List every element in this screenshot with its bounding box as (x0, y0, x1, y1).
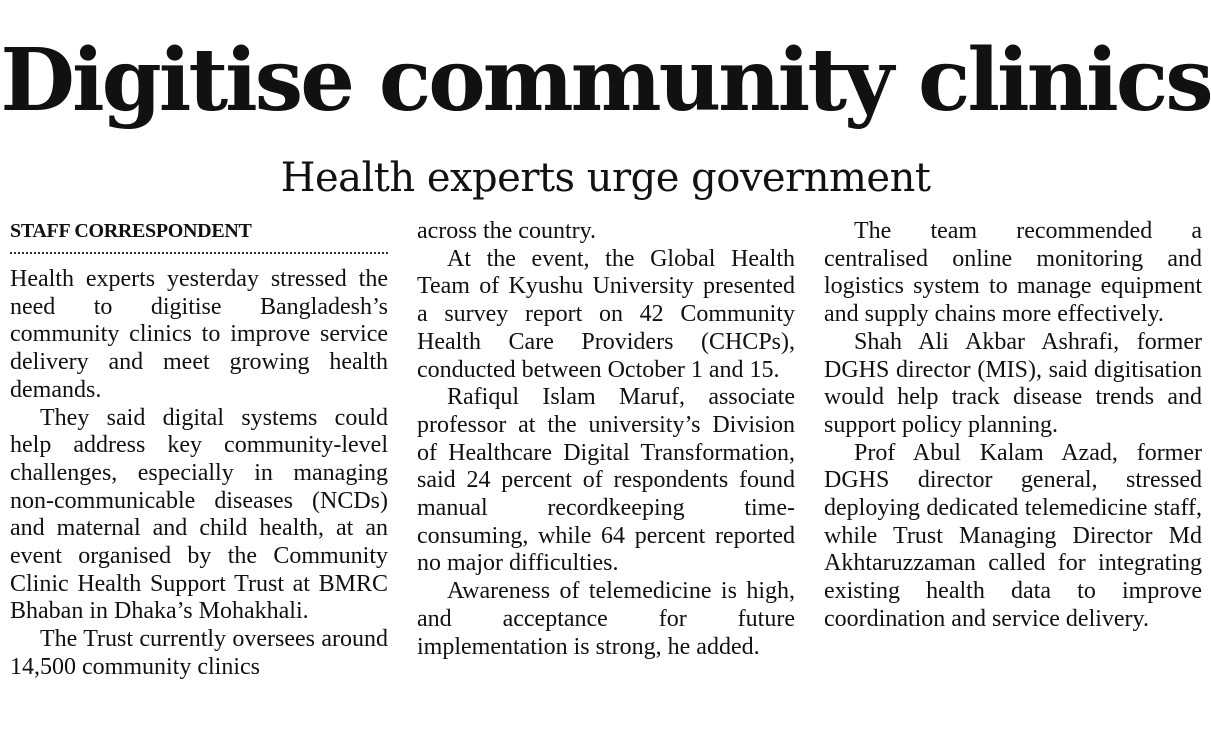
subheadline: Health experts urge government (280, 155, 931, 201)
paragraph: Health experts yesterday stressed the need to digitise Bangladesh’s community clinics to improve service delivery and meet growing health demands. (10, 266, 388, 403)
paragraph: Prof Abul Kalam Azad, former DGHS director general, stressed deploying dedicated telemedicine staff, while Trust Managing Director Md Akhtaruzzaman called for integrating existing health data to improve coordination and service delivery. (824, 439, 1202, 632)
paragraph: Rafiqul Islam Maruf, associate professor at the university’s Division of Healthcare Digital Transformation, said 24 percent of respondents found manual recordkeeping time-consuming, while 64 percent reported no major difficulties. (417, 384, 795, 577)
paragraph: The team recommended a centralised online monitoring and logistics system to manage equipment and supply chains more effectively. (824, 218, 1202, 328)
paragraph: The Trust currently oversees around 14,500 community clinics (10, 626, 388, 680)
paragraph: Shah Ali Akbar Ashrafi, former DGHS director (MIS), said digitisation would help track disease trends and support policy planning. (824, 328, 1202, 438)
paragraph: They said digital systems could help address key community-level challenges, especially in managing non-communicable diseases (NCDs) and maternal and child health, at an event organised by the Community Clinic Health Support Trust at BMRC Bhaban in Dhaka’s Mohakhali. (10, 404, 388, 625)
paragraph: Awareness of telemedicine is high, and acceptance for future implementation is strong, he added. (417, 578, 795, 660)
article-column-2 (417, 218, 795, 661)
headline: Digitise community clinics (0, 30, 1211, 131)
article-column-3 (824, 218, 1202, 634)
article-column-1 (10, 218, 388, 682)
byline: STAFF CORRESPONDENT (10, 218, 388, 254)
paragraph: across the country. (417, 218, 597, 244)
paragraph: At the event, the Global Health Team of Kyushu University presented a survey report on 42 Community Health Care Providers (CHCPs), conducted between October 1 and 15. (417, 245, 795, 383)
